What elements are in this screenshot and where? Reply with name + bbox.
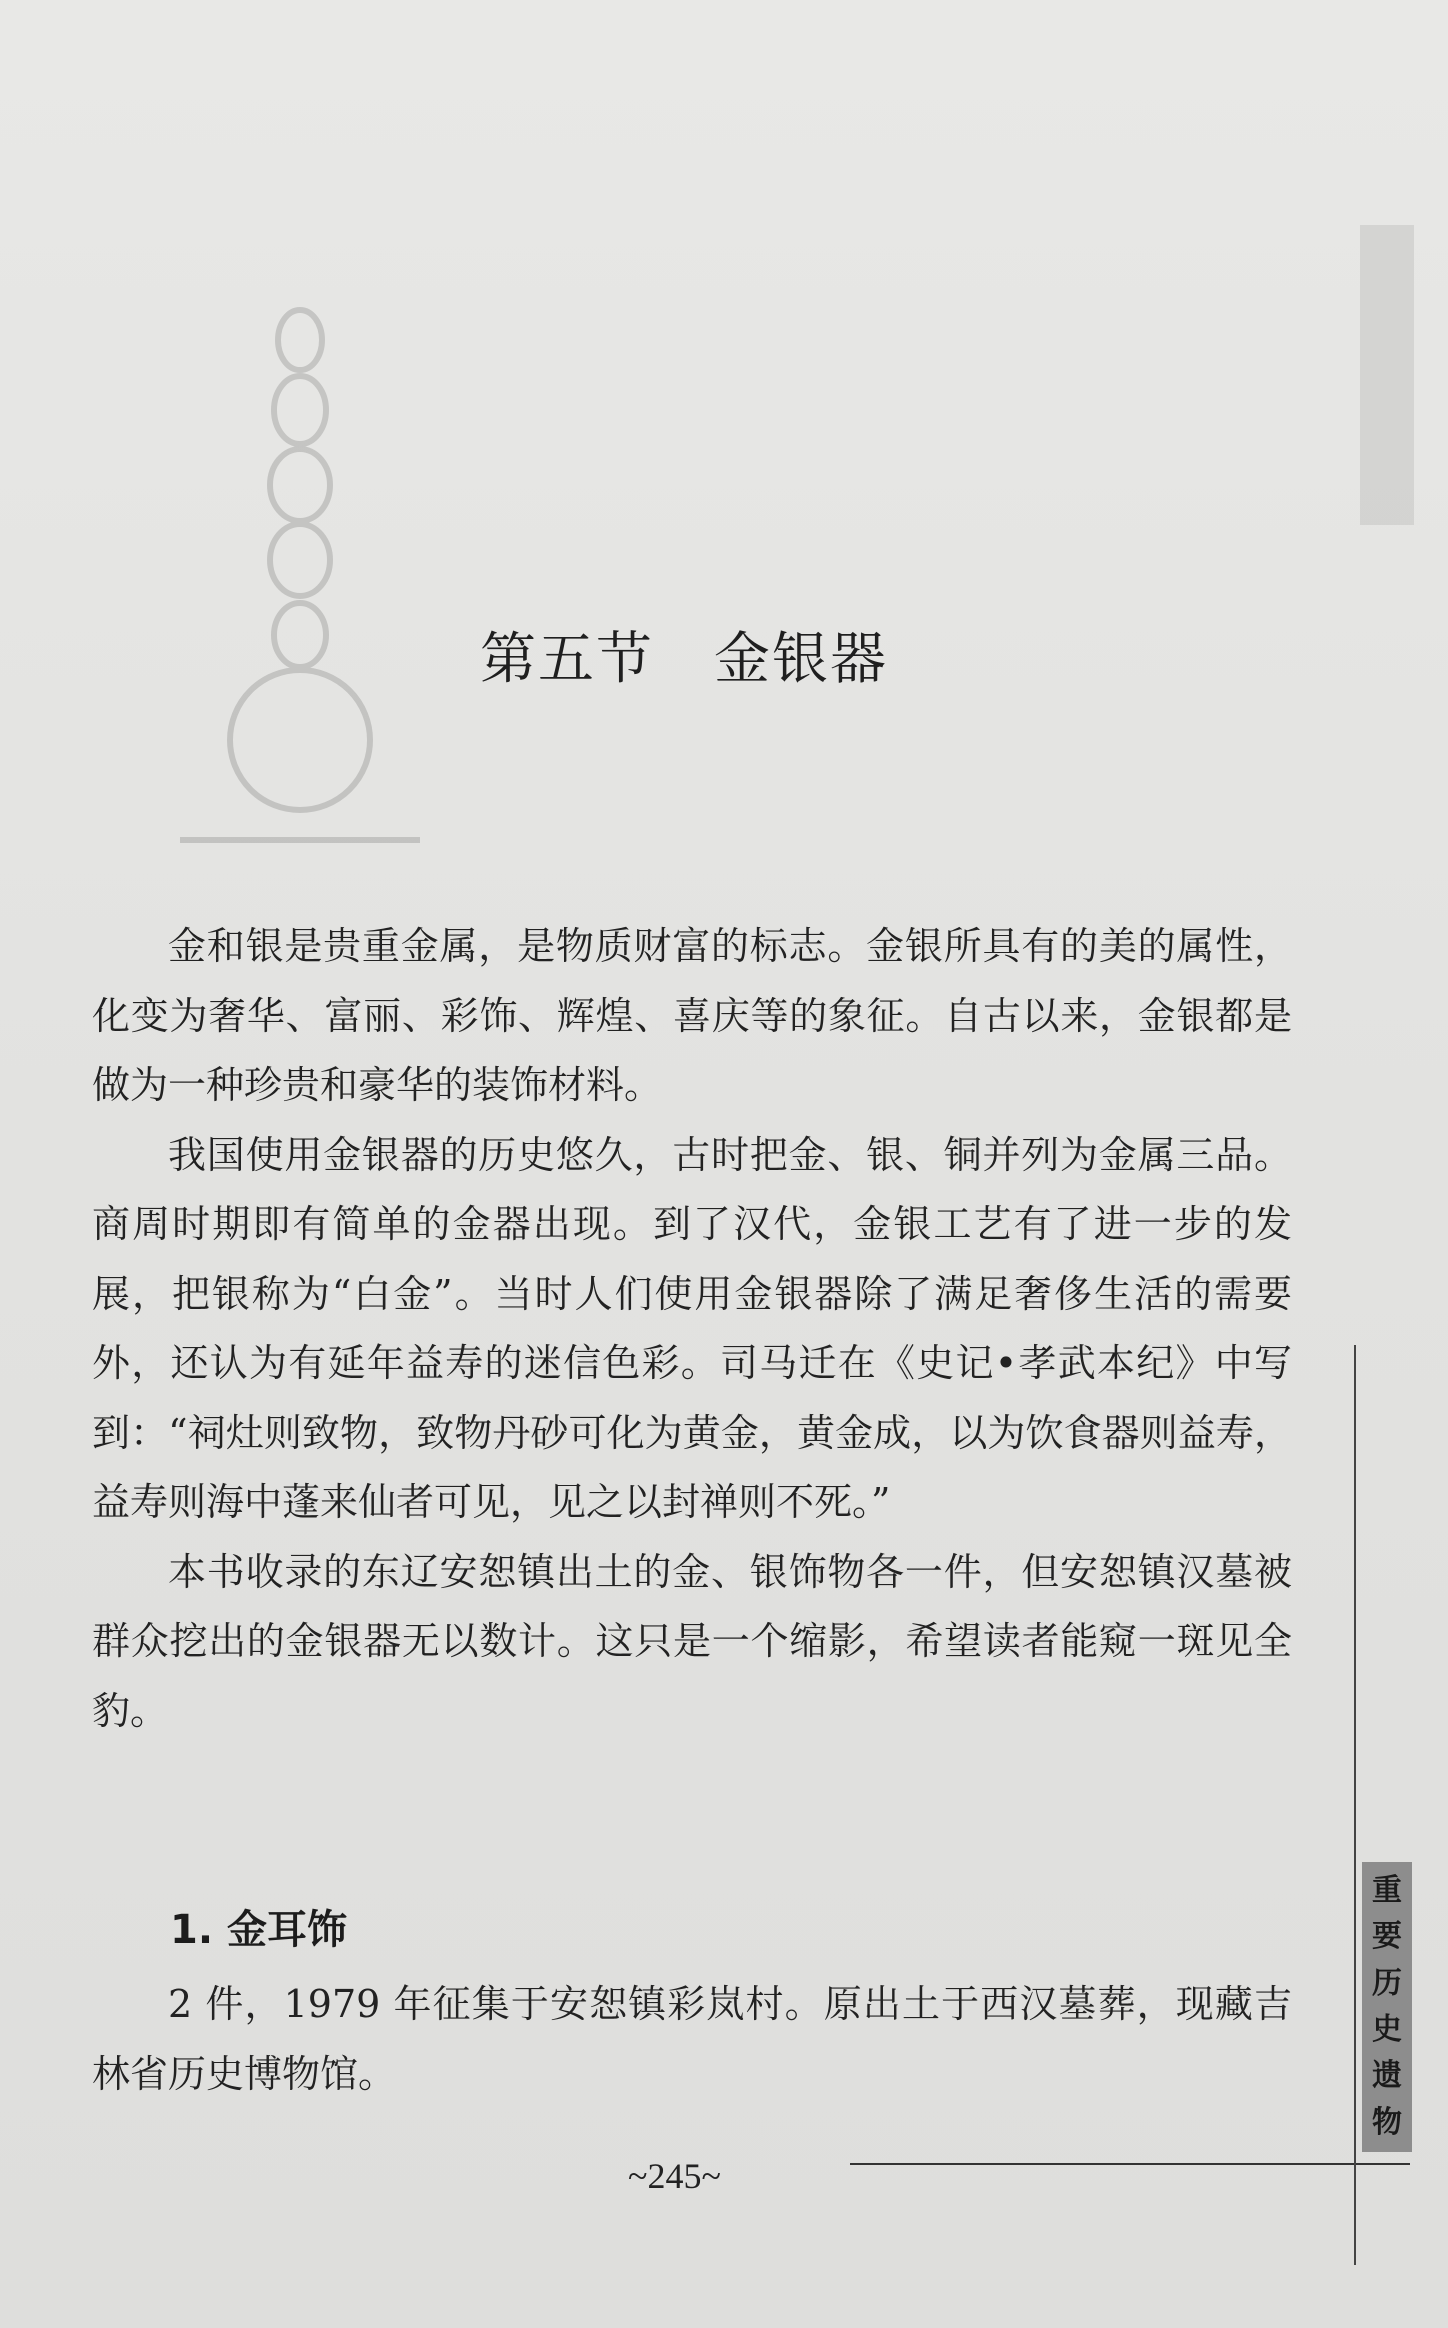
side-tab-char: 遗 [1372,2058,1402,2094]
section-title [480,615,1000,695]
side-tab-char: 物 [1372,2104,1402,2140]
bleed-through-illustration [140,300,460,860]
footer-rule [850,2163,1410,2165]
side-tab-char: 重 [1372,1873,1402,1909]
section-name: 金银器 [714,627,888,692]
paragraph: 本书收录的东辽安恕镇出土的金、银饰物各一件，但安恕镇汉墓被群众挖出的金银器无以数计。这只是一个缩影，希望读者能窥一斑见全豹。 [92,1549,1292,1733]
paragraph: 我国使用金银器的历史悠久，古时把金、银、铜并列为金属三品。商周时期即有简单的金器出现。到了汉代，金银工艺有了进一步的发展，把银称为“白金”。当时人们使用金银器除了满足奢侈生活的需要外，还认为有延年益寿的迷信色彩。司马迁在《史记•孝武本纪》中写到：“祠灶则致物，致物丹砂可化为黄金，黄金成，以为饮食器则益寿，益寿则海中蓬来仙者可见，见之以封禅则不死。” [92,1132,1292,1524]
body-text [92,912,1292,1746]
paragraph: 2 件，1979 年征集于安恕镇彩岚村。原出土于西汉墓葬，现藏吉林省历史博物馆。 [92,1982,1292,2096]
item-heading: 1. 金耳饰 [170,1907,347,1953]
item-description [92,1970,1292,2109]
bleed-through-tab [1360,225,1414,525]
paragraph: 金和银是贵重金属，是物质财富的标志。金银所具有的美的属性，化变为奢华、富丽、彩饰、辉煌、喜庆等的象征。自古以来，金银都是做为一种珍贵和豪华的装饰材料。 [92,924,1292,1107]
section-number: 第五节 [480,627,654,692]
page-number: ~245~ [628,2156,721,2196]
side-tab-char: 历 [1372,1965,1402,2001]
chapter-side-tab [1362,1862,1412,2152]
side-tab-char: 要 [1372,1919,1402,1955]
side-rule [1354,1345,1356,2265]
side-tab-char: 史 [1372,2012,1402,2048]
